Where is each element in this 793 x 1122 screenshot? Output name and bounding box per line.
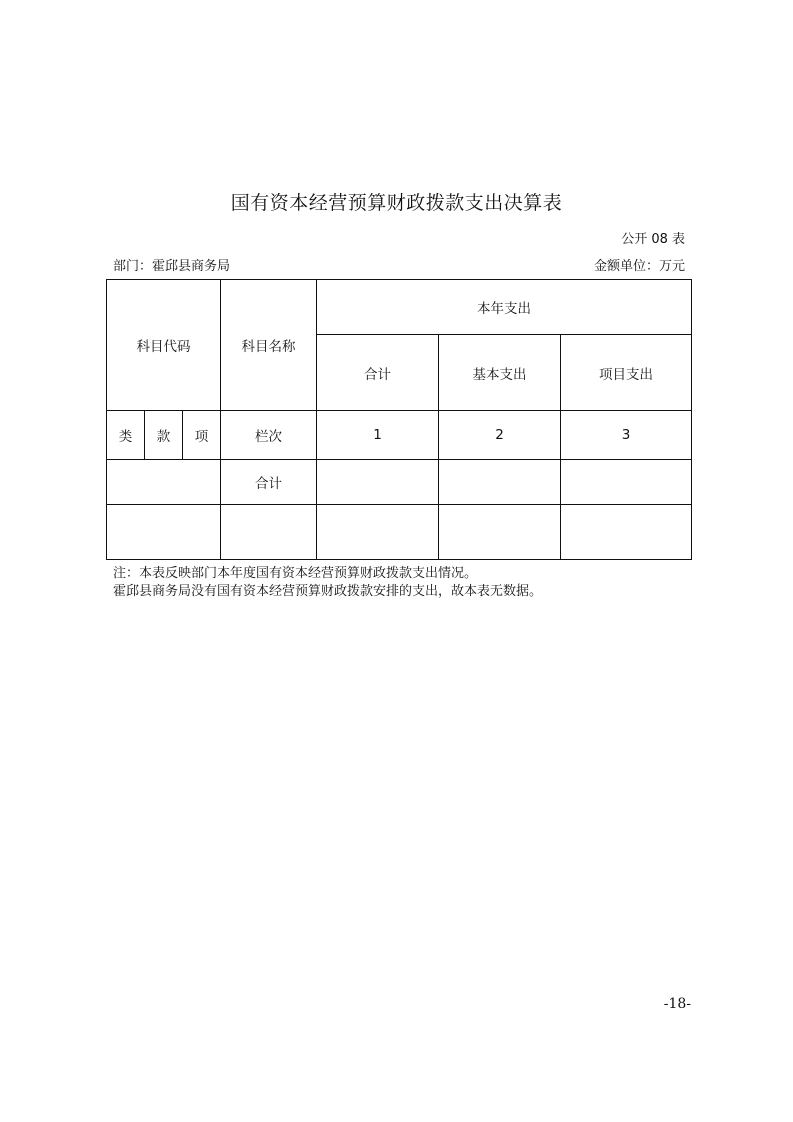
department-label: 部门：霍邱县商务局 bbox=[113, 259, 231, 274]
column-number-2: 2 bbox=[439, 411, 561, 460]
header-total: 合计 bbox=[317, 335, 439, 411]
total-row-code-cell bbox=[107, 460, 221, 505]
budget-expense-table bbox=[106, 279, 692, 560]
empty-row-total-cell bbox=[317, 505, 439, 560]
form-number: 公开 08 表 bbox=[621, 232, 685, 247]
total-row-label: 合计 bbox=[221, 460, 317, 505]
header-project-expense: 项目支出 bbox=[561, 335, 692, 411]
total-row-project-cell bbox=[561, 460, 692, 505]
empty-row-name-cell bbox=[221, 505, 317, 560]
header-subject-name: 科目名称 bbox=[221, 280, 317, 411]
empty-row-project-cell bbox=[561, 505, 692, 560]
empty-row-code-cell bbox=[107, 505, 221, 560]
total-row-basic-cell bbox=[439, 460, 561, 505]
header-basic-expense: 基本支出 bbox=[439, 335, 561, 411]
page-number: -18- bbox=[663, 996, 691, 1012]
header-class: 类 bbox=[107, 411, 145, 460]
column-number-1: 1 bbox=[317, 411, 439, 460]
total-row-total-cell bbox=[317, 460, 439, 505]
header-item: 项 bbox=[183, 411, 221, 460]
note-line-1: 注：本表反映部门本年度国有资本经营预算财政拨款支出情况。 bbox=[113, 566, 478, 581]
empty-row-basic-cell bbox=[439, 505, 561, 560]
document-title: 国有资本经营预算财政拨款支出决算表 bbox=[230, 192, 563, 214]
header-section: 款 bbox=[145, 411, 183, 460]
column-number-3: 3 bbox=[561, 411, 692, 460]
note-line-2: 霍邱县商务局没有国有资本经营预算财政拨款安排的支出，故本表无数据。 bbox=[113, 584, 543, 599]
header-current-year-expense: 本年支出 bbox=[317, 280, 692, 335]
header-subject-code: 科目代码 bbox=[107, 280, 221, 411]
amount-unit-label: 金额单位：万元 bbox=[593, 259, 685, 274]
header-row-order: 栏次 bbox=[221, 411, 317, 460]
